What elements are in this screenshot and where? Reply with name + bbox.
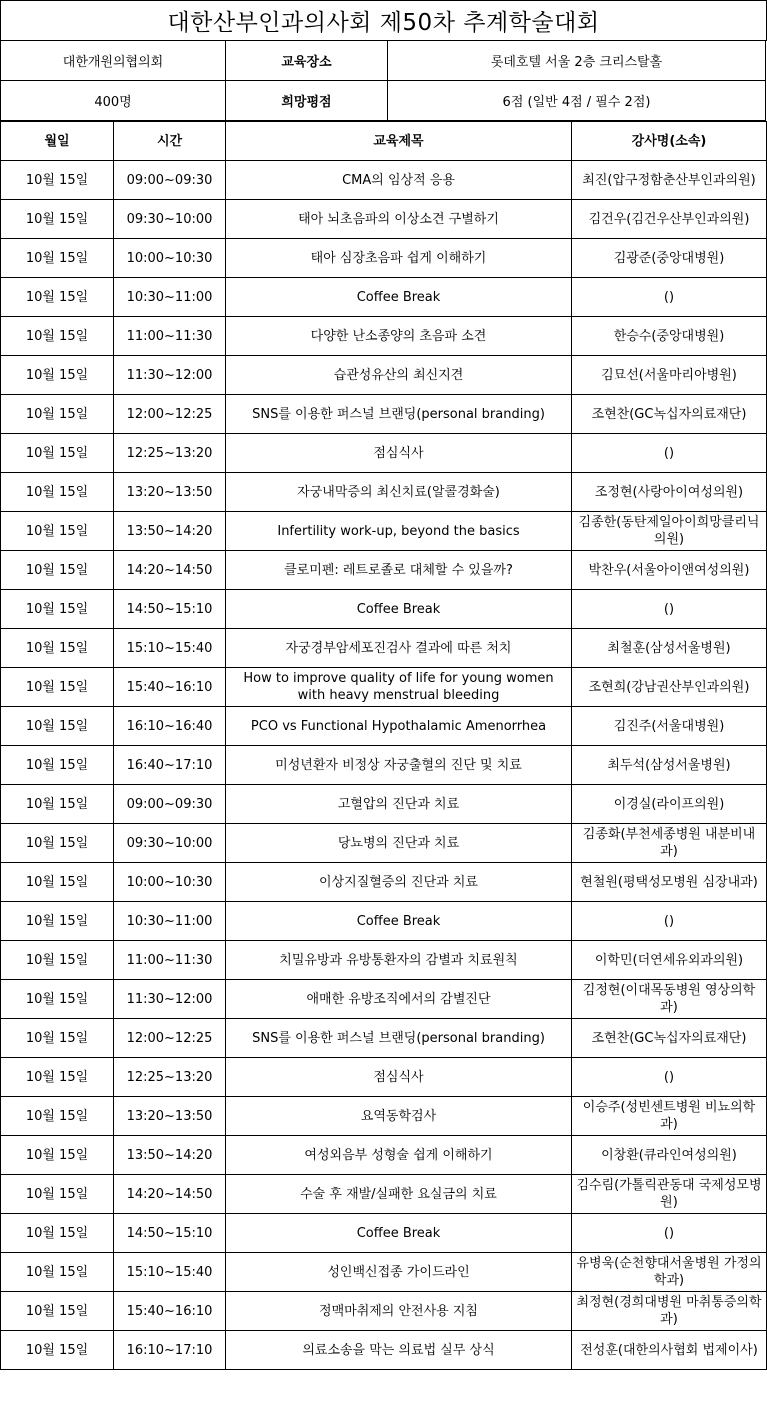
date-cell: 10월 15일 xyxy=(1,668,114,707)
time-cell: 14:50~15:10 xyxy=(114,590,226,629)
date-cell: 10월 15일 xyxy=(1,161,114,200)
table-row xyxy=(1,746,767,785)
table-row xyxy=(1,629,767,668)
count-cell: 400명 xyxy=(1,81,226,121)
lecturer-cell: 김종한(동탄제일아이희망클리닉의원) xyxy=(572,512,767,551)
date-cell: 10월 15일 xyxy=(1,551,114,590)
lecturer-cell: 전성훈(대한의사협회 법제이사) xyxy=(572,1331,767,1370)
lecturer-cell: () xyxy=(572,278,767,317)
table-row xyxy=(1,1058,767,1097)
host-cell: 대한개원의협의회 xyxy=(1,41,226,81)
table-row xyxy=(1,200,767,239)
table-row xyxy=(1,278,767,317)
lecturer-cell: () xyxy=(572,902,767,941)
subject-cell: SNS를 이용한 퍼스널 브랜딩(personal branding) xyxy=(226,395,572,434)
table-row xyxy=(1,590,767,629)
subject-cell: 태아 심장초음파 쉽게 이해하기 xyxy=(226,239,572,278)
header-subject: 교육제목 xyxy=(226,122,572,161)
subject-cell: SNS를 이용한 퍼스널 브랜딩(personal branding) xyxy=(226,1019,572,1058)
lecturer-cell: 김광준(중앙대병원) xyxy=(572,239,767,278)
time-cell: 15:10~15:40 xyxy=(114,1253,226,1292)
subject-cell: 성인백신접종 가이드라인 xyxy=(226,1253,572,1292)
lecturer-cell: 김묘선(서울마리아병원) xyxy=(572,356,767,395)
table-row xyxy=(1,161,767,200)
lecturer-cell: 김진주(서울대병원) xyxy=(572,707,767,746)
date-cell: 10월 15일 xyxy=(1,746,114,785)
subject-cell: Coffee Break xyxy=(226,1214,572,1253)
subject-cell: PCO vs Functional Hypothalamic Amenorrhea xyxy=(226,707,572,746)
date-cell: 10월 15일 xyxy=(1,1136,114,1175)
lecturer-cell: () xyxy=(572,1214,767,1253)
table-row xyxy=(1,317,767,356)
table-row xyxy=(1,941,767,980)
lecturer-cell: 유병욱(순천향대서울병원 가정의학과) xyxy=(572,1253,767,1292)
table-row xyxy=(1,1136,767,1175)
subject-cell: 자궁경부암세포진검사 결과에 따른 처치 xyxy=(226,629,572,668)
time-cell: 13:50~14:20 xyxy=(114,1136,226,1175)
date-cell: 10월 15일 xyxy=(1,785,114,824)
lecturer-cell: 최정현(경희대병원 마취통증의학과) xyxy=(572,1292,767,1331)
page-title: 대한산부인과의사회 제50차 추계학술대회 xyxy=(1,1,767,41)
date-cell: 10월 15일 xyxy=(1,239,114,278)
subject-cell: 다양한 난소종양의 초음파 소견 xyxy=(226,317,572,356)
lecturer-cell: 이학민(더연세유외과의원) xyxy=(572,941,767,980)
table-row xyxy=(1,1214,767,1253)
subject-cell: 당뇨병의 진단과 치료 xyxy=(226,824,572,863)
date-cell: 10월 15일 xyxy=(1,395,114,434)
time-cell: 09:30~10:00 xyxy=(114,824,226,863)
time-cell: 15:10~15:40 xyxy=(114,629,226,668)
subject-cell: 습관성유산의 최신지견 xyxy=(226,356,572,395)
time-cell: 09:00~09:30 xyxy=(114,161,226,200)
table-row xyxy=(1,512,767,551)
date-cell: 10월 15일 xyxy=(1,941,114,980)
subject-cell: 여성외음부 성형술 쉽게 이해하기 xyxy=(226,1136,572,1175)
date-cell: 10월 15일 xyxy=(1,1097,114,1136)
date-cell: 10월 15일 xyxy=(1,1058,114,1097)
subject-cell: 자궁내막증의 최신치료(알콜경화술) xyxy=(226,473,572,512)
table-row xyxy=(1,1253,767,1292)
header-time: 시간 xyxy=(114,122,226,161)
table-row xyxy=(1,434,767,473)
subject-cell: How to improve quality of life for young women with heavy menstrual bleeding xyxy=(226,668,572,707)
lecturer-cell: 최철훈(삼성서울병원) xyxy=(572,629,767,668)
lecturer-cell: 한승수(중앙대병원) xyxy=(572,317,767,356)
lecturer-cell: 박찬우(서울아이앤여성의원) xyxy=(572,551,767,590)
subject-cell: 애매한 유방조직에서의 감별진단 xyxy=(226,980,572,1019)
date-cell: 10월 15일 xyxy=(1,1292,114,1331)
table-row xyxy=(1,902,767,941)
subject-cell: Infertility work-up, beyond the basics xyxy=(226,512,572,551)
date-cell: 10월 15일 xyxy=(1,902,114,941)
header-lecturer: 강사명(소속) xyxy=(572,122,767,161)
table-row xyxy=(1,863,767,902)
subject-cell: 클로미펜: 레트로졸로 대체할 수 있을까? xyxy=(226,551,572,590)
date-cell: 10월 15일 xyxy=(1,512,114,551)
time-cell: 12:00~12:25 xyxy=(114,1019,226,1058)
schedule-body xyxy=(1,161,767,1370)
date-cell: 10월 15일 xyxy=(1,824,114,863)
subject-cell: 의료소송을 막는 의료법 실무 상식 xyxy=(226,1331,572,1370)
time-cell: 09:30~10:00 xyxy=(114,200,226,239)
time-cell: 15:40~16:10 xyxy=(114,668,226,707)
time-cell: 11:00~11:30 xyxy=(114,941,226,980)
time-cell: 16:10~16:40 xyxy=(114,707,226,746)
subject-cell: 미성년환자 비정상 자궁출혈의 진단 및 치료 xyxy=(226,746,572,785)
lecturer-cell: 조정현(사랑아이여성의원) xyxy=(572,473,767,512)
table-row xyxy=(1,980,767,1019)
subject-cell: 태아 뇌초음파의 이상소견 구별하기 xyxy=(226,200,572,239)
date-cell: 10월 15일 xyxy=(1,278,114,317)
table-row xyxy=(1,551,767,590)
date-cell: 10월 15일 xyxy=(1,1019,114,1058)
time-cell: 10:30~11:00 xyxy=(114,902,226,941)
lecturer-cell: 조현희(강남권산부인과의원) xyxy=(572,668,767,707)
time-cell: 14:20~14:50 xyxy=(114,551,226,590)
time-cell: 11:00~11:30 xyxy=(114,317,226,356)
credit-label: 희망평점 xyxy=(226,81,388,121)
time-cell: 13:20~13:50 xyxy=(114,1097,226,1136)
table-row xyxy=(1,1019,767,1058)
lecturer-cell: 김건우(김건우산부인과의원) xyxy=(572,200,767,239)
subject-cell: Coffee Break xyxy=(226,278,572,317)
table-row xyxy=(1,395,767,434)
lecturer-cell: 이승주(성빈센트병원 비뇨의학과) xyxy=(572,1097,767,1136)
table-row xyxy=(1,1175,767,1214)
time-cell: 16:10~17:10 xyxy=(114,1331,226,1370)
subject-cell: 점심식사 xyxy=(226,434,572,473)
table-row xyxy=(1,473,767,512)
time-cell: 11:30~12:00 xyxy=(114,356,226,395)
table-row xyxy=(1,824,767,863)
venue-value: 롯데호텔 서울 2층 크리스탈홀 xyxy=(388,41,766,81)
lecturer-cell: 현철원(평택성모병원 심장내과) xyxy=(572,863,767,902)
table-row xyxy=(1,239,767,278)
header-row xyxy=(1,122,767,161)
table-row xyxy=(1,707,767,746)
table-row xyxy=(1,668,767,707)
time-cell: 10:30~11:00 xyxy=(114,278,226,317)
date-cell: 10월 15일 xyxy=(1,863,114,902)
date-cell: 10월 15일 xyxy=(1,473,114,512)
lecturer-cell: 최진(압구정함춘산부인과의원) xyxy=(572,161,767,200)
date-cell: 10월 15일 xyxy=(1,707,114,746)
table-row xyxy=(1,356,767,395)
lecturer-cell: 김정현(이대목동병원 영상의학과) xyxy=(572,980,767,1019)
lecturer-cell: 조현찬(GC녹십자의료재단) xyxy=(572,395,767,434)
subject-cell: Coffee Break xyxy=(226,590,572,629)
time-cell: 16:40~17:10 xyxy=(114,746,226,785)
lecturer-cell: 조현찬(GC녹십자의료재단) xyxy=(572,1019,767,1058)
header-date: 월일 xyxy=(1,122,114,161)
date-cell: 10월 15일 xyxy=(1,1175,114,1214)
subject-cell: Coffee Break xyxy=(226,902,572,941)
lecturer-cell: () xyxy=(572,590,767,629)
subject-cell: 정맥마취제의 안전사용 지침 xyxy=(226,1292,572,1331)
time-cell: 12:25~13:20 xyxy=(114,434,226,473)
lecturer-cell: 이경실(라이프의원) xyxy=(572,785,767,824)
table-row xyxy=(1,1331,767,1370)
date-cell: 10월 15일 xyxy=(1,200,114,239)
table-row xyxy=(1,785,767,824)
subject-cell: CMA의 임상적 응용 xyxy=(226,161,572,200)
credit-value: 6점 (일반 4점 / 필수 2점) xyxy=(388,81,766,121)
time-cell: 10:00~10:30 xyxy=(114,863,226,902)
subject-cell: 점심식사 xyxy=(226,1058,572,1097)
table-row xyxy=(1,1097,767,1136)
date-cell: 10월 15일 xyxy=(1,356,114,395)
time-cell: 12:25~13:20 xyxy=(114,1058,226,1097)
lecturer-cell: 최두석(삼성서울병원) xyxy=(572,746,767,785)
time-cell: 14:50~15:10 xyxy=(114,1214,226,1253)
time-cell: 13:20~13:50 xyxy=(114,473,226,512)
time-cell: 11:30~12:00 xyxy=(114,980,226,1019)
date-cell: 10월 15일 xyxy=(1,1253,114,1292)
subject-cell: 치밀유방과 유방통환자의 감별과 치료원칙 xyxy=(226,941,572,980)
date-cell: 10월 15일 xyxy=(1,1214,114,1253)
subject-cell: 요역동학검사 xyxy=(226,1097,572,1136)
time-cell: 10:00~10:30 xyxy=(114,239,226,278)
subject-cell: 이상지질혈증의 진단과 치료 xyxy=(226,863,572,902)
time-cell: 14:20~14:50 xyxy=(114,1175,226,1214)
date-cell: 10월 15일 xyxy=(1,980,114,1019)
lecturer-cell: 김종화(부천세종병원 내분비내과) xyxy=(572,824,767,863)
time-cell: 12:00~12:25 xyxy=(114,395,226,434)
date-cell: 10월 15일 xyxy=(1,317,114,356)
venue-label: 교육장소 xyxy=(226,41,388,81)
time-cell: 09:00~09:30 xyxy=(114,785,226,824)
lecturer-cell: () xyxy=(572,1058,767,1097)
lecturer-cell: () xyxy=(572,434,767,473)
time-cell: 15:40~16:10 xyxy=(114,1292,226,1331)
schedule-table xyxy=(0,121,767,1370)
time-cell: 13:50~14:20 xyxy=(114,512,226,551)
date-cell: 10월 15일 xyxy=(1,434,114,473)
date-cell: 10월 15일 xyxy=(1,629,114,668)
table-row xyxy=(1,1292,767,1331)
date-cell: 10월 15일 xyxy=(1,590,114,629)
lecturer-cell: 이창환(큐라인여성의원) xyxy=(572,1136,767,1175)
subject-cell: 고혈압의 진단과 치료 xyxy=(226,785,572,824)
subject-cell: 수술 후 재발/실패한 요실금의 치료 xyxy=(226,1175,572,1214)
info-grid xyxy=(1,41,767,121)
lecturer-cell: 김수림(가톨릭관동대 국제성모병원) xyxy=(572,1175,767,1214)
date-cell: 10월 15일 xyxy=(1,1331,114,1370)
